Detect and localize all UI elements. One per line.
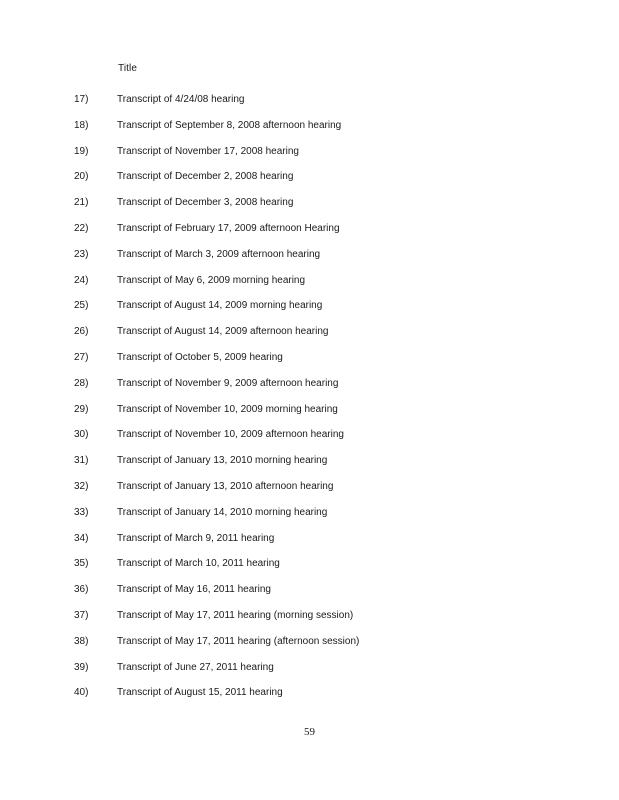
page-number: 59 [304, 726, 315, 738]
item-number: 36) [74, 584, 89, 596]
item-number: 37) [74, 609, 89, 621]
transcript-list [0, 93, 619, 712]
item-number: 27) [74, 351, 89, 363]
item-number: 23) [74, 248, 89, 260]
list-item [0, 480, 619, 506]
list-item [0, 119, 619, 145]
item-text: Transcript of November 10, 2009 afternoon hearing [117, 429, 344, 441]
item-text: Transcript of August 15, 2011 hearing [117, 687, 283, 699]
item-text: Transcript of January 13, 2010 afternoon hearing [117, 480, 334, 492]
item-text: Transcript of June 27, 2011 hearing [117, 661, 274, 673]
list-item [0, 609, 619, 635]
item-number: 32) [74, 480, 89, 492]
list-item [0, 93, 619, 119]
list-item [0, 454, 619, 480]
item-text: Transcript of November 9, 2009 afternoon hearing [117, 377, 339, 389]
list-item [0, 686, 619, 712]
item-number: 24) [74, 274, 89, 286]
item-number: 26) [74, 326, 89, 338]
item-text: Transcript of November 10, 2009 morning hearing [117, 403, 338, 415]
list-item [0, 274, 619, 300]
item-number: 29) [74, 403, 89, 415]
item-text: Transcript of September 8, 2008 afternoon hearing [117, 119, 342, 131]
item-text: Transcript of May 17, 2011 hearing (morning session) [117, 609, 354, 621]
list-item [0, 661, 619, 687]
item-text: Transcript of August 14, 2009 morning hearing [117, 300, 323, 312]
item-text: Transcript of January 13, 2010 morning hearing [117, 455, 328, 467]
item-text: Transcript of January 14, 2010 morning hearing [117, 506, 328, 518]
list-item [0, 248, 619, 274]
item-number: 19) [74, 145, 89, 157]
list-item [0, 377, 619, 403]
item-text: Transcript of August 14, 2009 afternoon hearing [117, 326, 329, 338]
list-item [0, 635, 619, 661]
item-number: 31) [74, 455, 89, 467]
item-text: Transcript of May 16, 2011 hearing [117, 584, 271, 596]
item-number: 22) [74, 222, 89, 234]
item-text: Transcript of March 10, 2011 hearing [117, 558, 280, 570]
item-text: Transcript of February 17, 2009 afternoon Hearing [117, 222, 340, 234]
item-number: 28) [74, 377, 89, 389]
list-item [0, 196, 619, 222]
item-number: 20) [74, 171, 89, 183]
list-item [0, 403, 619, 429]
list-item [0, 532, 619, 558]
list-item [0, 557, 619, 583]
item-text: Transcript of 4/24/08 hearing [117, 94, 245, 105]
item-number: 34) [74, 532, 89, 544]
item-number: 18) [74, 119, 89, 131]
title-column-header: Title [118, 63, 138, 74]
item-text: Transcript of December 3, 2008 hearing [117, 197, 294, 209]
list-item [0, 506, 619, 532]
list-item [0, 299, 619, 325]
item-number: 39) [74, 661, 89, 673]
list-item [0, 428, 619, 454]
item-number: 40) [74, 687, 89, 699]
list-item [0, 325, 619, 351]
item-number: 25) [74, 300, 89, 312]
list-item [0, 583, 619, 609]
item-text: Transcript of May 17, 2011 hearing (afternoon session) [117, 635, 360, 647]
item-text: Transcript of December 2, 2008 hearing [117, 171, 294, 183]
item-number: 30) [74, 429, 89, 441]
list-item [0, 351, 619, 377]
item-number: 38) [74, 635, 89, 647]
item-text: Transcript of October 5, 2009 hearing [117, 351, 283, 363]
item-number: 17) [74, 94, 89, 105]
item-number: 21) [74, 197, 89, 209]
item-text: Transcript of March 9, 2011 hearing [117, 532, 275, 544]
item-number: 33) [74, 506, 89, 518]
item-text: Transcript of November 17, 2008 hearing [117, 145, 299, 157]
list-item [0, 170, 619, 196]
item-number: 35) [74, 558, 89, 570]
item-text: Transcript of March 3, 2009 afternoon hearing [117, 248, 321, 260]
list-item [0, 145, 619, 171]
list-item [0, 222, 619, 248]
item-text: Transcript of May 6, 2009 morning hearing [117, 274, 306, 286]
